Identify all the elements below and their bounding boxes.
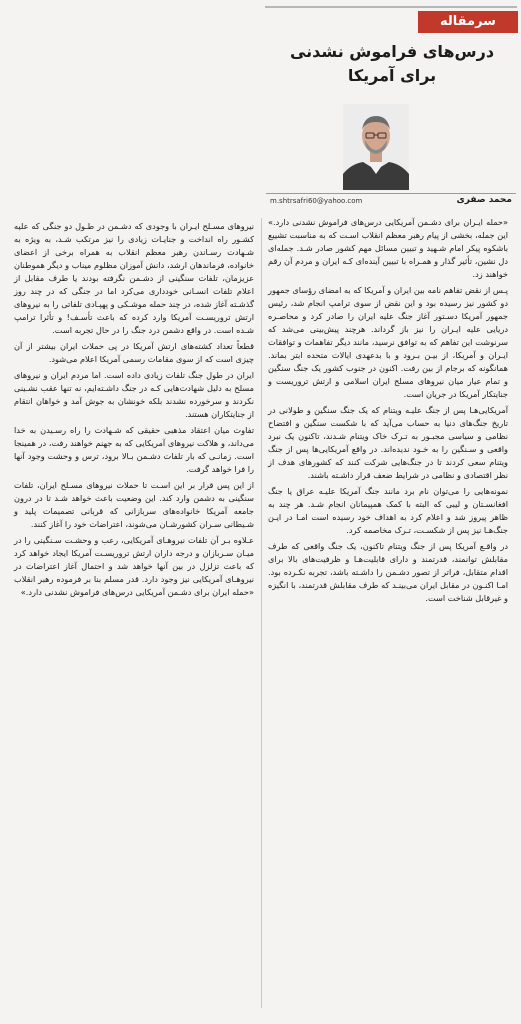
paragraph: قطعاً تعداد کشته‌های ارتش آمریکا در پی حملات ایران بیشتر از آن چیزی است که از سوی مقامات رسمی آمریکا اعلام می‌شود. xyxy=(14,341,254,364)
author-name: محمد صفری xyxy=(456,195,512,205)
author-photo-illustration xyxy=(343,104,409,190)
headline-line-1: درس‌های فراموش نشدنی xyxy=(289,42,495,61)
column-divider xyxy=(261,218,262,1008)
section-label: سرمقاله xyxy=(418,11,518,33)
paragraph: از این پس قرار بر این اسـت تا حملات نیروهای مسـلح ایران، تلفات سنگینی به دشمن وارد کند. این وضعیت باعث خواهد شـد تا در درون جامعه آمریکا خانواده‌های سربازانی که قربانی تصمیمات پلید و شـیطانی سـران کشورشـان می‌شوند، اعتراضات خود را آغاز کنند. xyxy=(14,480,254,529)
paragraph: ایران در طول جنگ تلفات زیادی داده است. اما مردم ایران و نیروهای مسلح به دلیل شهادت‌هایی کـه در جنگ داشـته‌ایم، نه تنها عقب نشـینی نکردند و سرخورده نشدند بلکه خونشان به جوش آمد و خواهان انتقام از جنایتکاران هستند. xyxy=(14,370,254,419)
article-column-right xyxy=(268,216,508,608)
author-portrait xyxy=(343,104,409,190)
paragraph: پـس از نقض تفاهم نامه بین ایران و آمریکا که به امضای رؤسای جمهور دو کشور نیز رسیده بود و این نقض از سوی ترامپ انجام شد، رئیس جمهور آمریکا دسـتور آغاز جنگ علیه ایران را صادر کرد و محاصـره دریایی علیه ایـران را نیز باز گرداند. هرچند پیش‌بینی می‌شد که سرنوشت این تفاهم که به توافق نرسید، مانند دیگر تفاهمات و توافقات ایـران و آمریکا، از بیـن بـرود و با بدعهدی ایالات متحده ابتر بماند. همانگونه که برجام از بین رفت. اکنون در جنوب کشور یک جنگ سنگین و تمام عیار میان نیروهای مسلح ایران اسلامی و ارتش تروریست و جنایتکار آمریکا در جریان است. xyxy=(268,285,508,399)
top-rule xyxy=(265,6,517,8)
headline xyxy=(268,40,516,88)
author-email: m.shtrsafri60@yahoo.com xyxy=(270,197,363,205)
headline-line-2: برای آمریکا xyxy=(347,66,437,85)
paragraph: تفاوت میان اعتقاد مذهبی حقیقی که شـهادت را راه رسـیدن به خدا می‌داند، و هلاکت نیروهای آمریکایی که به جهنم خواهند رفت، در همینجا است. زمانـی که بار تلفات دشـمن بـالا برود، ترس و وحشت وجود آنها را فرا خواهد گرفت. xyxy=(14,425,254,474)
paragraph: «حمله ایـران برای دشـمن آمریکایی درس‌های فراموش نشدنی دارد.» این جمله، بخشی از پیام رهبر معظم انقلاب اسـت که به مناسبت تشییع باشکوه پیکر امام شـهید و تبیین مسائل مهم کشور صادر شـد. جمله‌ای دل نشین، تأثیر گذار و همـراه با تبیین آینده‌ای کـه ایران و مردم آن رقم خواهند زد. xyxy=(268,217,508,279)
paragraph: عـلاوه بـر آن تلفات نیروهـای آمریکایی، رعب و وحشـت سـنگینی را در میـان سـربازان و درجه داران ارتش تروریسـت آمریکا ایجاد خواهد کرد که باعث تزلزل در بین آنها خواهد شد و احتمال آغاز اعتراضات در نیروهـای آمریکایی نیز وجود دارد. قدر مسلم بنا بر فرموده رهبر انقلاب «حمله ایران برای دشـمن آمریکایی درس‌های فراموش نشدنی دارد.» xyxy=(14,535,254,597)
author-byline xyxy=(266,193,516,208)
paragraph: در واقـع آمریکا پس از جنگ ویتنام تاکنون، یک جنگ واقعی که طرف مقابلش توانمند، قدرتمند و دارای قابلیت‌هـا و ظرفیت‌های بالا برای اقدام متقابل، فراتر از تصور دشـمن را داشـته باشد، تجربه نکـرده بود. امـا اکنـون در مقابل ایران می‌بینـد که طرف مقابلش قدرتمند، با انگیزه و غیرقابل شناخت است. xyxy=(268,541,508,603)
paragraph: آمریکایی‌هـا پس از جنگ علیـه ویتنام که یک جنگ سنگین و طولانی در تاریخ جنگ‌های دنیا به حساب می‌آید که با شکست سنگین و افتضاح نظامی و سیاسی مجبـور به تـرک خاک ویتنام شـدند، تاکنون یک نبرد واقعی و سـنگین را به خـود ندیده‌اند. در واقع آمریکایی‌ها پس از جنگ ویتنام سعی کردند تا در جنگ‌هایی شرکت کنند که کشورهای هدف از نظر اقتصادی و نظامی در شرایط ضعف قرار داشـته باشند. xyxy=(268,405,508,480)
paragraph: نیروهای مسـلح ایـران با وجودی که دشـمن در طـول دو جنگی که علیه کشـور راه انداخت و جنایـات زیادی را نیز مرتکب شـد، به ویژه به شـهادت رسـاندن رهبر معظم انقلاب به همراه برخی از اعضای خانواده، فرماندهان ارشد، دانش آموزان مظلوم میناب و دیگر هموطنان عزیزمان، تلفات سنگینی از دشـمن نگرفته بودند یا طرف مقابل از اعلام تلفات انسـانی خودداری می‌کرد اما در جنگی که در چند روز گذشـته آغاز شده، در چند حمله موشـکی و پهپـادی تلفاتی را به نیروهای ارتش تروریسـت آمریکا وارد کرده که باعث تأسـف! و تأثرا ترامپ شـده است. در واقع دشمن درد جنگ را در حال تجربه است. xyxy=(14,221,254,335)
article-column-left xyxy=(14,220,254,602)
paragraph: نمونه‌هایی را می‌توان نام برد مانند جنگ آمریکا علیـه عراق یا جنگ افغانسـتان و لیبی که البته با کمک همپیمانان انجام شـد. هر چند به ظاهر پیروز شد و اعلام کرد به اهداف خود رسیده است امـا در ایـن جنگ‌هـا نیز پس از شکسـت، تـرک مخاصمه کرد. xyxy=(268,486,508,535)
